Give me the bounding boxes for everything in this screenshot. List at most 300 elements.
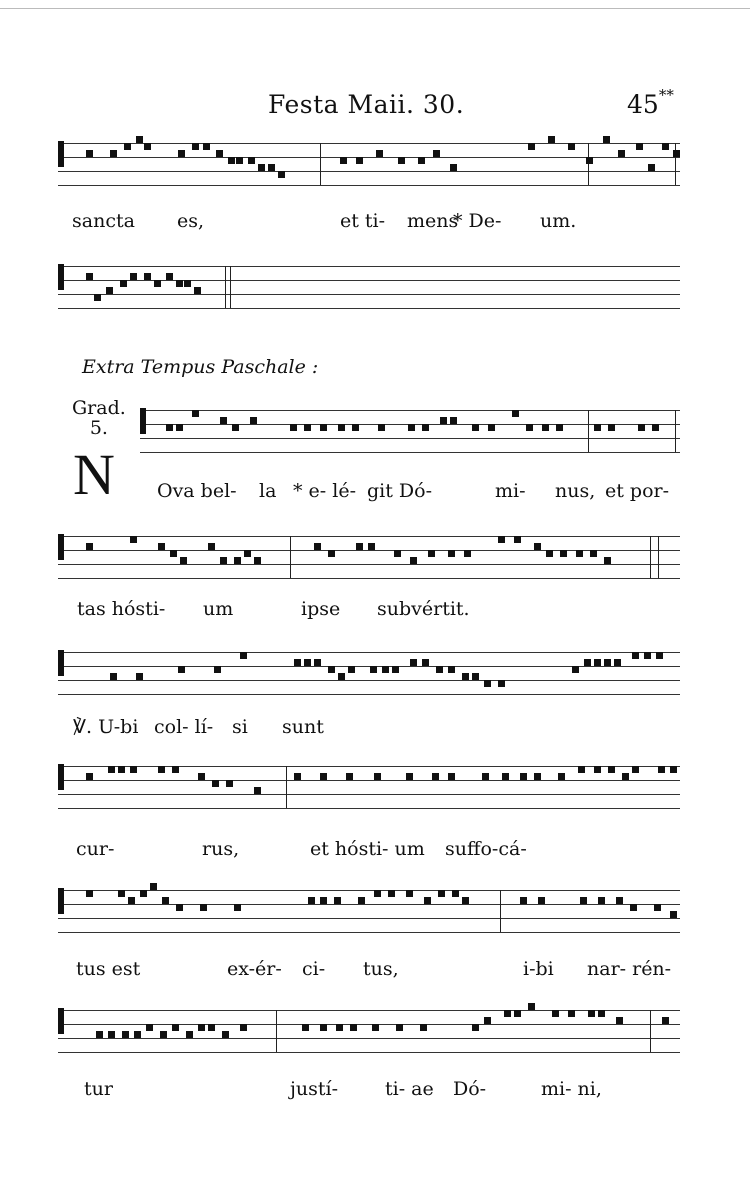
page-number-suffix: **: [658, 86, 674, 104]
neume-note: [472, 1024, 479, 1031]
neume-note: [234, 904, 241, 911]
neume-note: [648, 164, 655, 171]
neume-note: [572, 666, 579, 673]
neume-note: [472, 673, 479, 680]
staff-4: [58, 526, 680, 586]
syllable: nus,: [555, 480, 596, 502]
neume-note: [603, 136, 610, 143]
staff-line: [58, 143, 680, 144]
neume-note: [616, 897, 623, 904]
bar-line: [500, 890, 501, 932]
neume-note: [376, 150, 383, 157]
clef-mark: [140, 408, 146, 434]
neume-note: [130, 536, 137, 543]
gradual-label: [72, 398, 126, 438]
neume-note: [644, 652, 651, 659]
neume-note: [120, 280, 127, 287]
staff-line: [58, 1038, 680, 1039]
neume-note: [484, 1017, 491, 1024]
neume-note: [94, 294, 101, 301]
neume-note: [198, 773, 205, 780]
neume-note: [638, 424, 645, 431]
neume-note: [546, 550, 553, 557]
neume-note: [248, 157, 255, 164]
neume-note: [428, 550, 435, 557]
neume-note: [656, 652, 663, 659]
neume-note: [278, 171, 285, 178]
neume-note: [673, 150, 680, 157]
neume-note: [440, 417, 447, 424]
clef-mark: [58, 264, 64, 290]
neume-note: [396, 1024, 403, 1031]
neume-note: [382, 666, 389, 673]
neume-note: [320, 424, 327, 431]
neume-note: [604, 659, 611, 666]
neume-note: [86, 273, 93, 280]
neume-note: [122, 1031, 129, 1038]
gradual-number: 5.: [89, 417, 108, 439]
neume-note: [388, 890, 395, 897]
neume-note: [304, 424, 311, 431]
neume-note: [244, 550, 251, 557]
neume-note: [320, 1024, 327, 1031]
neume-note: [534, 773, 541, 780]
neume-note: [662, 143, 669, 150]
neume-note: [166, 424, 173, 431]
staff-line: [140, 452, 680, 453]
drop-cap-initial: N: [73, 442, 115, 507]
neume-note: [176, 904, 183, 911]
neume-note: [594, 766, 601, 773]
neume-note: [338, 673, 345, 680]
staff-line: [58, 666, 680, 667]
neume-note: [144, 143, 151, 150]
neume-note: [652, 424, 659, 431]
neume-note: [184, 280, 191, 287]
lyrics-line-7: [0, 958, 750, 984]
neume-note: [192, 410, 199, 417]
neume-note: [418, 157, 425, 164]
neume-note: [528, 143, 535, 150]
neume-note: [166, 273, 173, 280]
bar-line: [320, 143, 321, 185]
neume-note: [314, 659, 321, 666]
neume-note: [370, 666, 377, 673]
neume-note: [408, 424, 415, 431]
staff-line: [58, 694, 680, 695]
neume-note: [622, 773, 629, 780]
neume-note: [552, 1010, 559, 1017]
neume-note: [464, 550, 471, 557]
clef-mark: [58, 888, 64, 914]
neume-note: [590, 550, 597, 557]
neume-note: [616, 1017, 623, 1024]
staff-line: [58, 564, 680, 565]
lyrics-line-5: [0, 716, 750, 742]
neume-note: [130, 766, 137, 773]
syllable: um.: [540, 210, 577, 232]
neume-note: [528, 1003, 535, 1010]
neume-note: [488, 424, 495, 431]
staff-8: [58, 1000, 680, 1060]
neume-note: [520, 897, 527, 904]
staff-line: [58, 808, 680, 809]
neume-note: [538, 897, 545, 904]
neume-note: [568, 1010, 575, 1017]
neume-note: [172, 766, 179, 773]
staff-line: [58, 680, 680, 681]
staff-line: [58, 932, 680, 933]
neume-note: [232, 424, 239, 431]
neume-note: [176, 424, 183, 431]
neume-note: [128, 897, 135, 904]
neume-note: [498, 680, 505, 687]
neume-note: [186, 1031, 193, 1038]
neume-note: [662, 1017, 669, 1024]
neume-note: [160, 1031, 167, 1038]
neume-note: [352, 424, 359, 431]
syllable: git Dó-: [367, 480, 433, 502]
gradual-label-text: Grad.: [72, 397, 126, 419]
neume-note: [526, 424, 533, 431]
syllable: ci-: [302, 958, 326, 980]
neume-note: [314, 543, 321, 550]
neume-note: [594, 659, 601, 666]
syllable: um: [203, 598, 234, 620]
neume-note: [236, 157, 243, 164]
page-number-value: 45: [627, 90, 659, 119]
neume-note: [308, 897, 315, 904]
neume-note: [514, 536, 521, 543]
neume-note: [608, 766, 615, 773]
neume-note: [632, 766, 639, 773]
neume-note: [254, 787, 261, 794]
neume-note: [462, 897, 469, 904]
neume-note: [178, 666, 185, 673]
bar-line: [588, 410, 589, 452]
neume-note: [108, 766, 115, 773]
neume-note: [170, 550, 177, 557]
neume-note: [220, 557, 227, 564]
neume-note: [614, 659, 621, 666]
neume-note: [670, 911, 677, 918]
syllable: tus est: [76, 958, 141, 980]
neume-note: [448, 550, 455, 557]
staff-line: [58, 294, 680, 295]
syllable: tas hósti-: [77, 598, 166, 620]
syllable: et hósti- um: [310, 838, 425, 860]
neume-note: [420, 1024, 427, 1031]
neume-note: [598, 897, 605, 904]
syllable: rus,: [202, 838, 240, 860]
neume-note: [118, 766, 125, 773]
neume-note: [670, 766, 677, 773]
neume-note: [268, 164, 275, 171]
neume-note: [586, 157, 593, 164]
neume-note: [484, 680, 491, 687]
neume-note: [254, 557, 261, 564]
neume-note: [294, 773, 301, 780]
neume-note: [568, 143, 575, 150]
neume-note: [372, 1024, 379, 1031]
neume-note: [658, 766, 665, 773]
neume-note: [158, 766, 165, 773]
neume-note: [198, 1024, 205, 1031]
neume-note: [140, 890, 147, 897]
syllable: suffo-cá-: [445, 838, 527, 860]
bar-line: [290, 536, 291, 578]
neume-note: [176, 280, 183, 287]
neume-note: [134, 1031, 141, 1038]
neume-note: [86, 150, 93, 157]
neume-note: [158, 543, 165, 550]
neume-note: [556, 424, 563, 431]
neume-note: [178, 150, 185, 157]
lyrics-line-8: [0, 1078, 750, 1104]
staff-3: [140, 400, 680, 460]
syllable: mi- ni,: [541, 1078, 602, 1100]
syllable: et ti-: [340, 210, 386, 232]
syllable: mens: [407, 210, 459, 232]
neume-note: [358, 897, 365, 904]
bar-line: [230, 266, 231, 308]
neume-note: [212, 780, 219, 787]
syllable: * De-: [453, 210, 502, 232]
lyrics-line-6: [0, 838, 750, 864]
bar-line: [225, 266, 226, 308]
staff-line: [58, 918, 680, 919]
neume-note: [136, 136, 143, 143]
neume-note: [240, 652, 247, 659]
staff-line: [58, 1052, 680, 1053]
neume-note: [356, 157, 363, 164]
clef-mark: [58, 650, 64, 676]
bar-line: [650, 1010, 651, 1052]
neume-note: [632, 652, 639, 659]
neume-note: [433, 150, 440, 157]
lyrics-line-1: [0, 210, 750, 236]
staff-line: [58, 550, 680, 551]
staff-line: [58, 766, 680, 767]
neume-note: [154, 280, 161, 287]
staff-1: [58, 133, 680, 193]
neume-note: [234, 557, 241, 564]
neume-note: [304, 659, 311, 666]
neume-note: [438, 890, 445, 897]
neume-note: [432, 773, 439, 780]
neume-note: [302, 1024, 309, 1031]
neume-note: [172, 1024, 179, 1031]
syllable: tur: [84, 1078, 113, 1100]
clef-mark: [58, 141, 64, 167]
neume-note: [124, 143, 131, 150]
neume-note: [534, 543, 541, 550]
neume-note: [290, 424, 297, 431]
syllable: nar- rén-: [587, 958, 672, 980]
neume-note: [294, 659, 301, 666]
neume-note: [200, 904, 207, 911]
staff-line: [58, 794, 680, 795]
neume-note: [608, 424, 615, 431]
neume-note: [578, 766, 585, 773]
staff-line: [140, 410, 680, 411]
syllable: ti- ae: [385, 1078, 434, 1100]
syllable: sancta: [72, 210, 135, 232]
neume-note: [328, 666, 335, 673]
neume-note: [192, 143, 199, 150]
neume-note: [422, 659, 429, 666]
staff-5: [58, 642, 680, 702]
neume-note: [208, 543, 215, 550]
neume-note: [130, 273, 137, 280]
neume-note: [350, 1024, 357, 1031]
neume-note: [328, 550, 335, 557]
syllable: subvértit.: [377, 598, 470, 620]
neume-note: [398, 157, 405, 164]
neume-note: [450, 164, 457, 171]
neume-note: [336, 1024, 343, 1031]
neume-note: [618, 150, 625, 157]
neume-note: [560, 550, 567, 557]
bar-line: [650, 536, 651, 578]
staff-7: [58, 880, 680, 940]
neume-note: [630, 904, 637, 911]
syllable: mi-: [495, 480, 526, 502]
bar-line: [588, 143, 589, 185]
neume-note: [320, 897, 327, 904]
neume-note: [338, 424, 345, 431]
bar-line: [286, 766, 287, 808]
neume-note: [118, 890, 125, 897]
neume-note: [226, 780, 233, 787]
clef-mark: [58, 764, 64, 790]
neume-note: [258, 164, 265, 171]
syllable: justí-: [290, 1078, 339, 1100]
neume-note: [448, 773, 455, 780]
neume-note: [392, 666, 399, 673]
neume-note: [636, 143, 643, 150]
neume-note: [110, 673, 117, 680]
neume-note: [604, 557, 611, 564]
neume-note: [250, 417, 257, 424]
bar-line: [276, 1010, 277, 1052]
neume-note: [110, 150, 117, 157]
neume-note: [96, 1031, 103, 1038]
staff-line: [58, 780, 680, 781]
neume-note: [654, 904, 661, 911]
neume-note: [410, 659, 417, 666]
bar-line: [658, 536, 659, 578]
lyrics-line-4: [0, 598, 750, 624]
syllable: es,: [177, 210, 205, 232]
syllable: la: [259, 480, 277, 502]
syllable: sunt: [282, 716, 324, 738]
syllable: ex-ér-: [227, 958, 282, 980]
neume-note: [504, 1010, 511, 1017]
syllable: i-bi: [523, 958, 554, 980]
staff-line: [58, 536, 680, 537]
neume-note: [368, 543, 375, 550]
neume-note: [450, 417, 457, 424]
syllable: * e- lé-: [293, 480, 356, 502]
staff-line: [58, 904, 680, 905]
neume-note: [86, 773, 93, 780]
syllable: Ova bel-: [157, 480, 237, 502]
neume-note: [584, 659, 591, 666]
neume-note: [558, 773, 565, 780]
neume-note: [520, 773, 527, 780]
neume-note: [598, 1010, 605, 1017]
page-title: Festa Maii. 30.: [268, 90, 465, 119]
clef-mark: [58, 1008, 64, 1034]
staff-line: [58, 890, 680, 891]
neume-note: [136, 673, 143, 680]
staff-line: [58, 1010, 680, 1011]
neume-note: [498, 536, 505, 543]
neume-note: [594, 424, 601, 431]
neume-note: [482, 773, 489, 780]
staff-2: [58, 256, 680, 316]
page-number: [627, 86, 674, 119]
neume-note: [406, 773, 413, 780]
neume-note: [410, 557, 417, 564]
syllable: cur-: [76, 838, 115, 860]
staff-line: [58, 578, 680, 579]
neume-note: [588, 1010, 595, 1017]
neume-note: [208, 1024, 215, 1031]
neume-note: [348, 666, 355, 673]
neume-note: [162, 897, 169, 904]
neume-note: [106, 287, 113, 294]
neume-note: [86, 543, 93, 550]
staff-line: [140, 438, 680, 439]
neume-note: [424, 897, 431, 904]
neume-note: [334, 897, 341, 904]
neume-note: [228, 157, 235, 164]
neume-note: [406, 890, 413, 897]
neume-note: [220, 417, 227, 424]
neume-note: [462, 673, 469, 680]
staff-line: [58, 652, 680, 653]
neume-note: [86, 890, 93, 897]
neume-note: [378, 424, 385, 431]
staff-line: [58, 185, 680, 186]
neume-note: [320, 773, 327, 780]
neume-note: [346, 773, 353, 780]
staff-line: [58, 266, 680, 267]
neume-note: [340, 157, 347, 164]
syllable: ipse: [301, 598, 341, 620]
neume-note: [548, 136, 555, 143]
lyrics-line-3: [0, 480, 750, 506]
neume-note: [472, 424, 479, 431]
neume-note: [214, 666, 221, 673]
neume-note: [222, 1031, 229, 1038]
neume-note: [356, 543, 363, 550]
top-rule: [0, 8, 750, 9]
neume-note: [394, 550, 401, 557]
staff-6: [58, 756, 680, 816]
neume-note: [146, 1024, 153, 1031]
staff-line: [58, 171, 680, 172]
neume-note: [542, 424, 549, 431]
neume-note: [194, 287, 201, 294]
syllable: et por-: [605, 480, 670, 502]
neume-note: [452, 890, 459, 897]
neume-note: [150, 883, 157, 890]
neume-note: [436, 666, 443, 673]
syllable: tus,: [363, 958, 399, 980]
